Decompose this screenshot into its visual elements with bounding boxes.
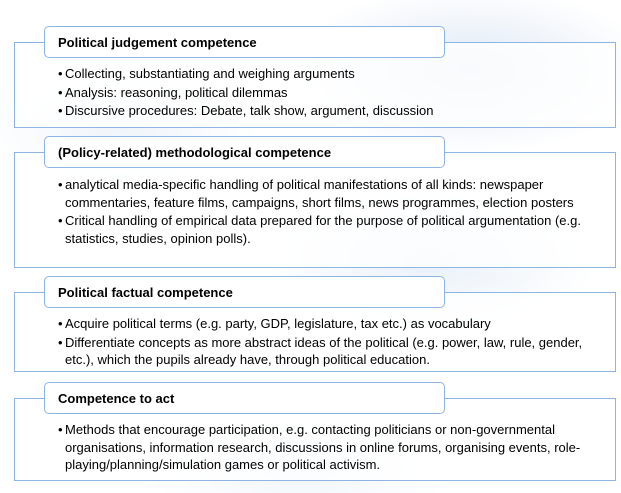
list-item: • Discursive procedures: Debate, talk show, argument, discussion xyxy=(58,103,434,118)
list-item: • Collecting, substantiating and weighing arguments xyxy=(58,66,355,81)
bullet-list xyxy=(59,421,605,475)
section-header xyxy=(44,26,445,58)
section-header xyxy=(44,382,445,414)
list-item: • analytical media-specific handling of political manifestations of all kinds: newspaper commentaries, feature films, campaigns, short films, news programmes, election posters xyxy=(58,177,574,210)
list-item: • Differentiate concepts as more abstract ideas of the political (e.g. power, law, rule, gender, etc.), which the pupils already have, through political education. xyxy=(58,334,583,367)
list-item: • Acquire political terms (e.g. party, GDP, legislature, tax etc.) as vocabulary xyxy=(58,316,491,331)
bullet-list xyxy=(59,176,605,248)
section-header xyxy=(44,276,445,308)
section-title: Political judgement competence xyxy=(58,34,257,50)
section-title: (Policy-related) methodological competence xyxy=(58,144,332,160)
list-item: • Methods that encourage participation, e.g. contacting politicians or non-governmental organisations, information research, discussions in online forums, organising events, role-playing/planning/simulation games or political activism. xyxy=(58,422,581,472)
bullet-list xyxy=(59,315,605,370)
list-item: • Analysis: reasoning, political dilemmas xyxy=(58,84,288,100)
section-title: Competence to act xyxy=(58,390,175,406)
bullet-list xyxy=(59,65,605,121)
section-header xyxy=(44,136,445,168)
list-item: • Critical handling of empirical data prepared for the purpose of political argumentation (e.g. statistics, studies, opinion polls). xyxy=(58,213,581,246)
section-title: Political factual competence xyxy=(58,284,233,300)
